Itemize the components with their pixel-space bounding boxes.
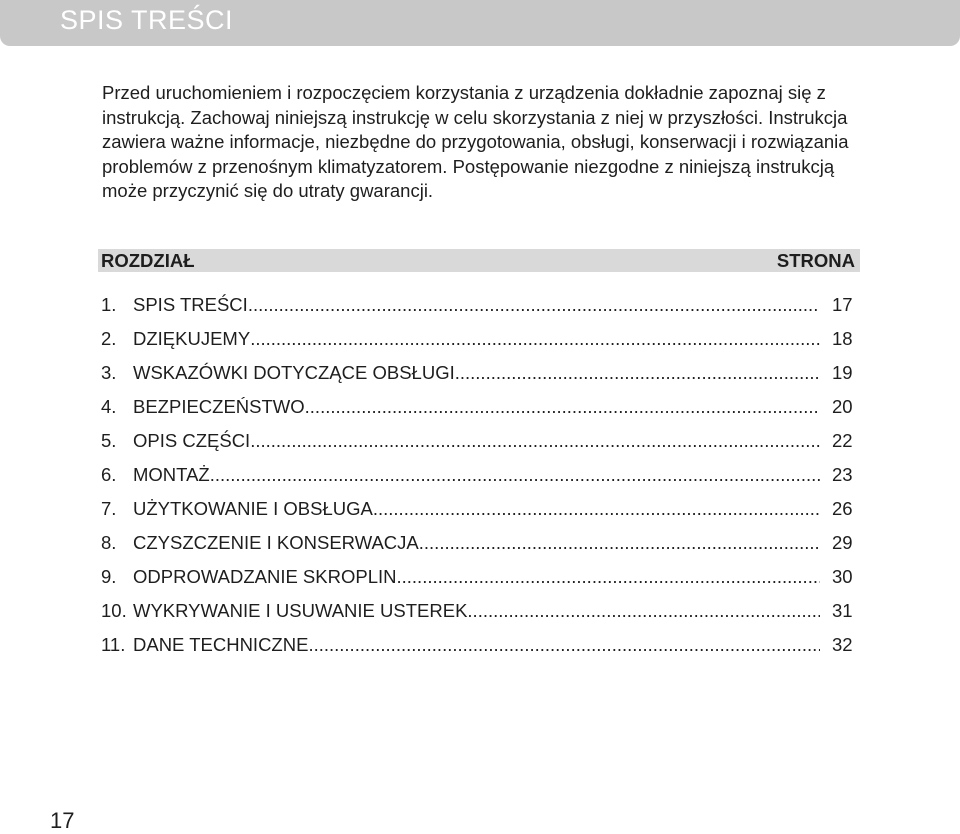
toc-item-number: 3.: [101, 362, 117, 383]
toc-item-page: 26: [832, 498, 853, 519]
toc-item-leader: [467, 598, 820, 624]
toc-item-page: 19: [832, 362, 853, 383]
toc-item[interactable]: [101, 394, 857, 428]
page-number: 17: [50, 808, 75, 833]
toc-item[interactable]: [101, 632, 857, 666]
intro-text: Przed uruchomieniem i rozpoczęciem korzystania z urządzenia dokładnie zapoznaj się z instrukcją. Zachowaj niniejszą instrukcję w celu skorzystania z niej w przyszłości. Instrukcja zawiera ważne informacje, niezbędne do przygotowania, obsługi, konserwacji i rozwiązania problemów z przenośnym klimatyzatorem. Postępowanie niezgodne z niniejszą instrukcją może przyczynić się do utraty gwarancji.: [102, 82, 849, 201]
toc-item-title: BEZPIECZEŃSTWO: [133, 396, 305, 417]
toc-item-leader: [308, 632, 820, 658]
toc-item-leader: [210, 462, 820, 488]
toc-item-number: 5.: [101, 430, 117, 451]
toc-item-page: 23: [832, 464, 853, 485]
toc-item-page: 17: [832, 294, 853, 315]
toc-item-page: 18: [832, 328, 853, 349]
toc-item[interactable]: [101, 564, 857, 598]
toc-list: [101, 292, 857, 666]
toc-item-title: CZYSZCZENIE I KONSERWACJA: [133, 532, 419, 553]
toc-item-number: 4.: [101, 396, 117, 417]
toc-item-page: 30: [832, 566, 853, 587]
toc-item-number: 8.: [101, 532, 117, 553]
toc-item-number: 11.: [101, 634, 126, 655]
toc-header-chapter: ROZDZIAŁ: [101, 250, 195, 271]
toc-item-leader: [248, 292, 820, 318]
toc-item-title: WSKAZÓWKI DOTYCZĄCE OBSŁUGI: [133, 362, 455, 383]
toc-item-title: DZIĘKUJEMY: [133, 328, 251, 349]
toc-item-number: 1.: [101, 294, 117, 315]
toc-item-leader: [250, 428, 820, 454]
toc-item-title: OPIS CZĘŚCI: [133, 430, 251, 451]
toc-header: [98, 249, 860, 272]
toc-item-number: 2.: [101, 328, 117, 349]
page-title: SPIS TREŚCI: [60, 5, 234, 35]
toc-item[interactable]: [101, 326, 857, 360]
toc-item-title: SPIS TREŚCI: [133, 294, 248, 315]
toc-item-leader: [373, 496, 820, 522]
toc-item-page: 20: [832, 396, 853, 417]
toc-item[interactable]: [101, 292, 857, 326]
toc-item-leader: [419, 530, 820, 556]
toc-item[interactable]: [101, 428, 857, 462]
toc-item-leader: [305, 394, 820, 420]
header-bar: [0, 0, 960, 46]
intro-paragraph: [102, 81, 862, 204]
toc-item-title: ODPROWADZANIE SKROPLIN: [133, 566, 397, 587]
toc-item[interactable]: [101, 530, 857, 564]
toc-header-page: STRONA: [776, 250, 855, 271]
toc-item[interactable]: [101, 496, 857, 530]
toc-item-title: DANE TECHNICZNE: [133, 634, 309, 655]
toc-item-page: 29: [832, 532, 853, 553]
toc-item-page: 31: [832, 600, 853, 621]
toc-item-title: WYKRYWANIE I USUWANIE USTEREK: [133, 600, 468, 621]
toc-item-title: MONTAŻ: [133, 464, 210, 485]
toc-item-leader: [455, 360, 820, 386]
toc-item-number: 6.: [101, 464, 117, 485]
toc-item[interactable]: [101, 462, 857, 496]
toc-item-page: 22: [832, 430, 853, 451]
toc-item[interactable]: [101, 598, 857, 632]
toc-item-leader: [397, 564, 821, 590]
toc-item-page: 32: [832, 634, 853, 655]
toc-item-leader: [250, 326, 820, 352]
toc-item[interactable]: [101, 360, 857, 394]
toc-item-number: 10.: [101, 600, 127, 621]
toc-item-title: UŻYTKOWANIE I OBSŁUGA: [133, 498, 373, 519]
toc-item-number: 9.: [101, 566, 117, 587]
toc-item-number: 7.: [101, 498, 117, 519]
